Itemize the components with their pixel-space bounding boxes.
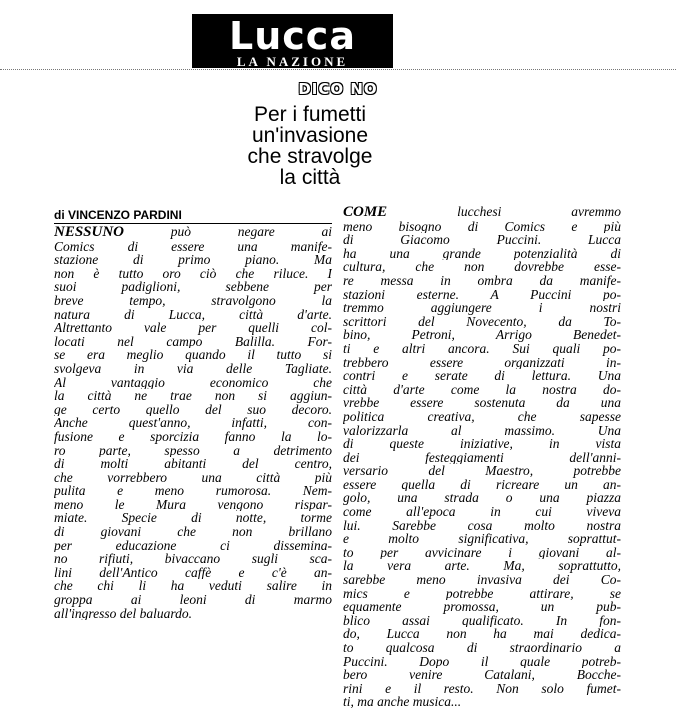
article-line: meno bisogno di Comics e più [343,219,621,234]
article-line: lui. Sarebbe cosa molto nostra [343,518,621,533]
headline-line: Per i fumetti [253,103,367,126]
article-line: miate. Specie di notte, torme [54,511,332,526]
article-line: la vera arte. Ma, soprattutto, [343,559,621,574]
article-line: mics e potrebbe attirare, se [343,586,621,601]
header-rule [0,69,676,70]
article-line: di Giacomo Puccini. Lucca [343,233,621,247]
headline-line: la città [279,166,341,189]
masthead-paper-name: LA NAZIONE [236,54,349,69]
article-line: Altrettanto vale per quelli col- [54,321,332,335]
article-line: fusione e sporcizia fanno la lo- [54,429,332,444]
byline: di VINCENZO PARDINI [54,208,182,222]
article-line: natura di Lucca, città d'arte. [54,307,332,322]
article-line: bino, Petroni, Arrigo Benedet- [343,328,621,342]
article-line: trebbero essere organizzati in- [343,355,621,370]
article-line: Al vantaggio economico che [54,375,332,390]
article-line: suoi padiglioni, sebbene per [54,280,332,294]
article-line: non è tutto oro ciò che riluce. I [54,266,332,281]
article-column-right [343,205,621,709]
article-line: stazioni esterne. A Puccini po- [343,287,621,302]
lead-word: COME [343,205,388,220]
article-line: città d'arte come la nostra do- [343,382,621,397]
article-line: politica creativa, che sapesse [343,409,621,424]
article-line: Anche quest'anno, infatti, con- [54,416,332,430]
article-line: essere quella di ricreare un an- [343,477,621,492]
article-line: all'ingresso del baluardo. [54,606,193,621]
article-line: bero venire Catalani, Bocche- [343,668,621,682]
article-line [54,225,332,240]
article-line: Comics di essere una manife- [54,239,332,254]
kicker: DICO NO [298,80,378,98]
article-line: equamente promossa, un pub- [343,600,621,614]
article-line: contri e serate di lettura. Una [343,369,621,383]
article-line: ro parte, spesso a detrimento [54,443,332,458]
article-line: che chi li ha veduti salire in [54,579,332,594]
article-line: vrebbe essere sostenuta da una [343,396,621,410]
article-line [343,205,621,220]
article-line: pulita e meno rumorosa. Nem- [54,484,332,498]
masthead-city: Lucca [229,14,356,58]
article-line: re messa in ombra da manife- [343,273,621,288]
article-line: stazione di primo piano. Ma [54,253,332,267]
byline-rule [54,223,332,224]
article-line: do, Lucca non ha mai dedica- [343,627,621,641]
article-line: lini dell'Antico caffè e c'è an- [54,565,332,580]
article-line: rini e il resto. Non solo fumet- [343,681,621,696]
article-line: di giovani che non brillano [54,525,332,539]
article-line: se era meglio quando il tutto si [54,348,332,362]
headline-line: che stravolge [247,145,373,168]
article-line: e molto significativa, soprattut- [343,532,621,546]
lead-word: NESSUNO [54,225,125,240]
article-line: di molti abitanti del centro, [54,457,332,471]
article-line: no rifiuti, bivaccano sugli sca- [54,552,332,566]
article-line: ti e altri ancora. Sui quali po- [343,341,621,356]
article-line: la città ne trae non si aggiun- [54,389,332,403]
article-line: ge certo quello del suo decoro. [54,402,332,417]
article-line: di queste iniziative, in vista [343,437,621,451]
article-line: meno le Mura vengono rispar- [54,497,332,512]
masthead [192,14,393,68]
article-line: sarebbe meno invasiva dei Co- [343,573,621,587]
article-line: to per avvicinare i giovani al- [343,545,621,560]
article-line: golo, una strada o una piazza [343,491,621,506]
article-line: che vorrebbero una città più [54,470,332,485]
line-text: può negare ai [124,225,332,239]
article-line: groppa ai leoni di marmo [54,593,332,607]
article-line: come all'epoca in cui viveva [343,505,621,519]
article-line: locati nel campo Balilla. For- [54,334,332,349]
article-line: tremmo aggiungere i nostri [343,301,621,315]
article-column-left [54,225,332,620]
article-line: to qualcosa di straordinario a [343,641,621,655]
article-line: valorizzarla al massimo. Una [343,423,621,438]
article-line: per educazione ci dissemina- [54,538,332,553]
article-line: dei festeggiamenti dell'anni- [343,450,621,465]
line-text: lucchesi avremmo [387,205,621,219]
article-line: blico assai qualificato. In fon- [343,613,621,628]
article-line: ha una grande potenzialità di [343,246,621,261]
headline [170,104,450,188]
headline-line: un'invasione [251,124,369,147]
article-line: svolgeva in via delle Tagliate. [54,361,332,376]
article-line: scrittori del Novecento, da To- [343,314,621,329]
article-line: breve tempo, stravolgono la [54,293,332,308]
article-line: Puccini. Dopo il quale potreb- [343,654,621,669]
article-line: ti, ma anche musica... [343,695,462,709]
article-line: cultura, che non dovrebbe esse- [343,260,621,274]
article-line: versario del Maestro, potrebbe [343,464,621,478]
